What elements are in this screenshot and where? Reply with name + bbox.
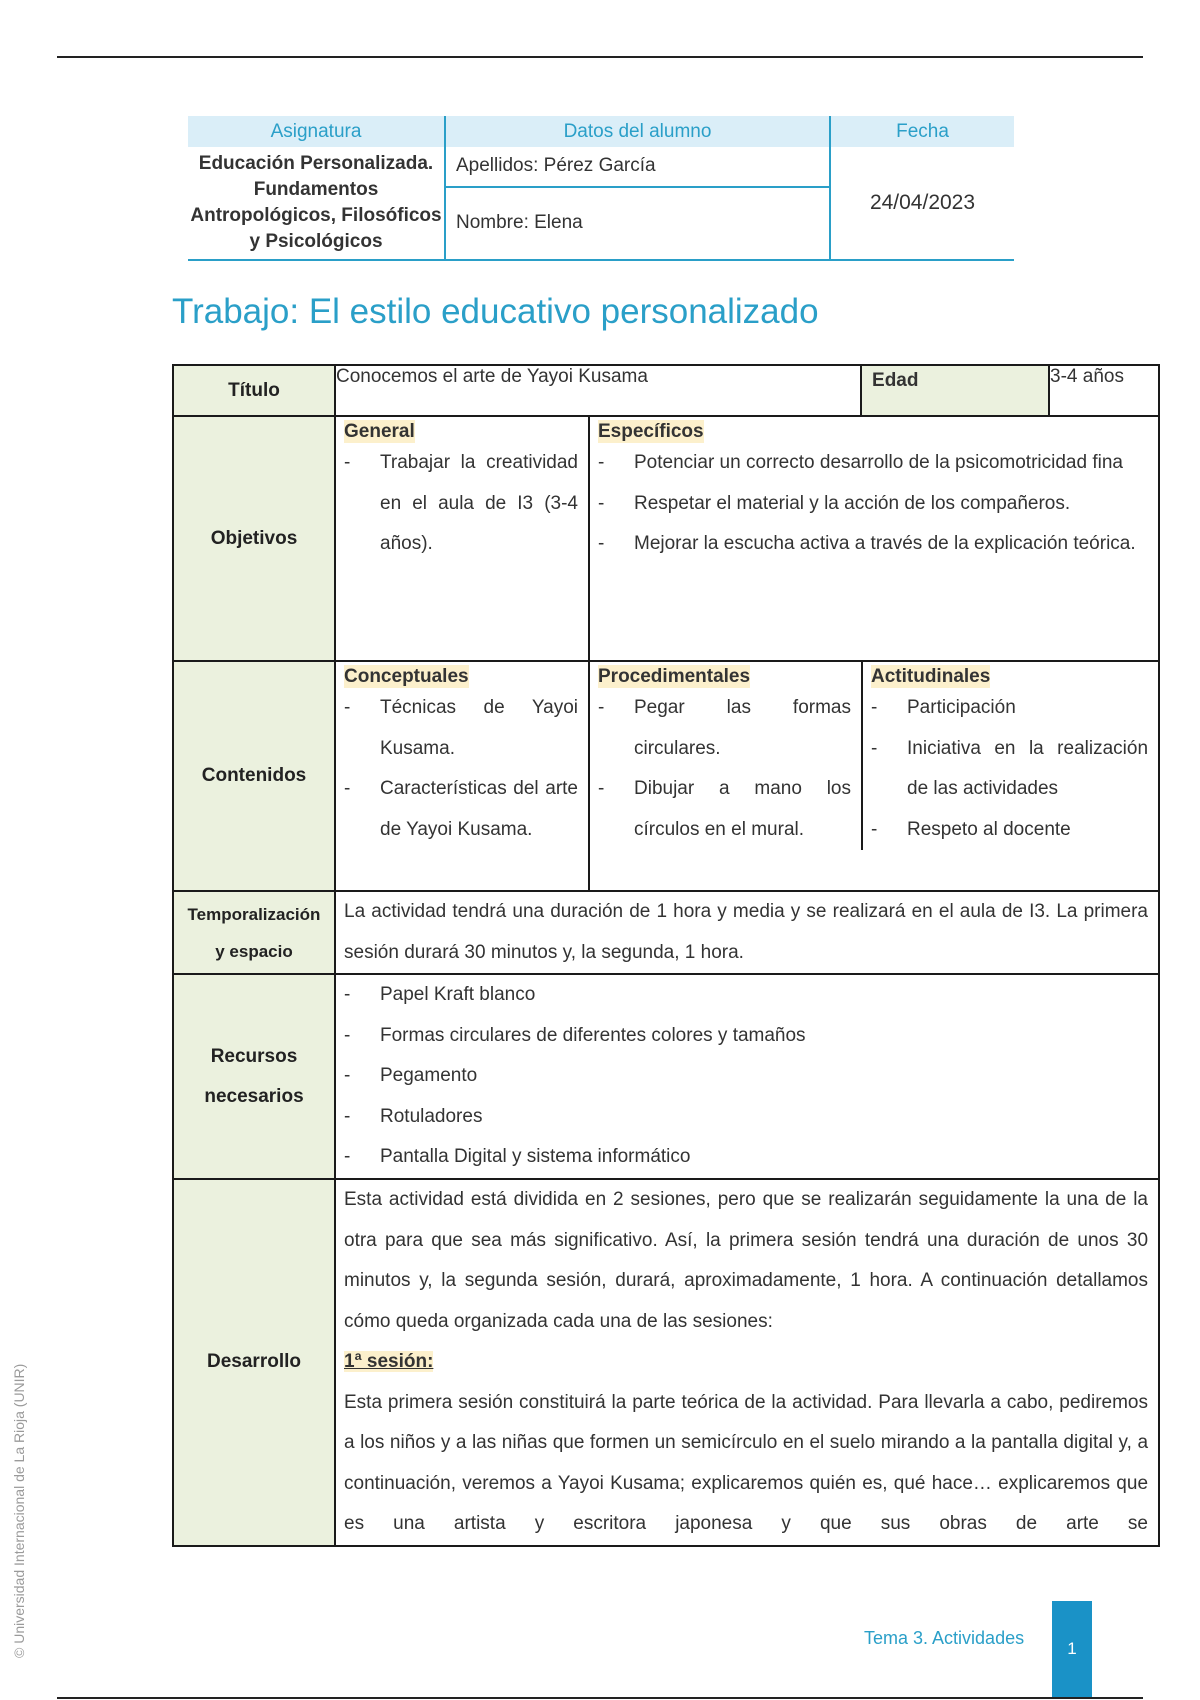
student-info-table bbox=[188, 116, 1014, 261]
procedimentales-cell bbox=[590, 662, 862, 850]
student-name: Nombre: Elena bbox=[445, 187, 830, 260]
temporalizacion-label-line1: Temporalización bbox=[187, 904, 321, 924]
actitudinales-heading: Actitudinales bbox=[871, 666, 991, 687]
actitudinales-list bbox=[871, 688, 1148, 850]
list-item: - Trabajar la creatividad en el aula de I3 (3-4 años). bbox=[344, 443, 578, 565]
list-item: - Iniciativa en la realización de las actividades bbox=[871, 729, 1148, 810]
list-item: - Pantalla Digital y sistema informático bbox=[344, 1137, 1148, 1178]
objetivos-label: Objetivos bbox=[173, 416, 335, 661]
page-title: Trabajo: El estilo educativo personalizado bbox=[172, 292, 819, 331]
bottom-rule bbox=[57, 1697, 1143, 1699]
list-item: - Rotuladores bbox=[344, 1097, 1148, 1138]
subject-column-header: Asignatura bbox=[188, 116, 445, 147]
copyright-side-text: © Universidad Internacional de La Rioja (UNIR) bbox=[11, 1363, 27, 1658]
list-item: - Papel Kraft blanco bbox=[344, 975, 1148, 1016]
desarrollo-label: Desarrollo bbox=[173, 1179, 335, 1546]
conceptuales-heading: Conceptuales bbox=[344, 666, 469, 687]
list-item: - Potenciar un correcto desarrollo de la psicomotricidad fina bbox=[598, 443, 1148, 484]
general-heading: General bbox=[344, 421, 415, 442]
list-item: - Pegar las formas circulares. bbox=[598, 688, 851, 769]
recursos-cell bbox=[335, 974, 1159, 1179]
recursos-label bbox=[173, 974, 335, 1179]
procedimentales-heading: Procedimentales bbox=[598, 666, 751, 687]
titulo-label: Título bbox=[173, 365, 335, 416]
student-column-header: Datos del alumno bbox=[445, 116, 830, 147]
footer-topic: Tema 3. Actividades bbox=[864, 1628, 1025, 1648]
list-item: - Características del arte de Yayoi Kusama. bbox=[344, 769, 578, 850]
list-item: - Pegamento bbox=[344, 1056, 1148, 1097]
list-item: - Técnicas de Yayoi Kusama. bbox=[344, 688, 578, 769]
recursos-label-line2: necesarios bbox=[204, 1085, 304, 1107]
list-item: - Formas circulares de diferentes colores y tamaños bbox=[344, 1016, 1148, 1057]
contenidos-split-cell bbox=[589, 661, 1159, 891]
desarrollo-intro: Esta actividad está dividida en 2 sesiones, pero que se realizarán seguidamente la una de la otra para que sea más significativo. Así, la primera sesión tendrá una duración de unos 30 minutos y, la segunda sesión, durará, aproximadamente, 1 hora. A continuación detallamos cómo queda organizada cada una de las sesiones: bbox=[344, 1189, 1149, 1332]
subject-name: Educación Personalizada. Fundamentos Antropológicos, Filosóficos y Psicológicos bbox=[188, 147, 445, 260]
desarrollo-cell bbox=[335, 1179, 1159, 1546]
list-item: - Mejorar la escucha activa a través de la explicación teórica. bbox=[598, 524, 1148, 565]
especificos-heading: Específicos bbox=[598, 421, 704, 442]
edad-label: Edad bbox=[861, 365, 1049, 416]
general-list bbox=[344, 443, 578, 565]
objetivos-especificos-cell bbox=[589, 416, 1159, 661]
edad-value: 3-4 años bbox=[1049, 365, 1159, 416]
list-item: - Respetar el material y la acción de los compañeros. bbox=[598, 484, 1148, 525]
objetivos-general-cell bbox=[335, 416, 589, 661]
recursos-label-line1: Recursos bbox=[210, 1045, 298, 1067]
procedimentales-list bbox=[598, 688, 851, 850]
list-item: - Participación bbox=[871, 688, 1148, 729]
especificos-list bbox=[598, 443, 1148, 565]
temporalizacion-cell bbox=[335, 891, 1159, 974]
submission-date: 24/04/2023 bbox=[830, 147, 1014, 260]
actitudinales-cell bbox=[862, 662, 1158, 850]
recursos-list bbox=[344, 975, 1148, 1178]
date-column-header: Fecha bbox=[830, 116, 1014, 147]
temporalizacion-text: La actividad tendrá una duración de 1 hora y media y se realizará en el aula de I3. La primera sesión durará 30 minutos y, la segunda, 1 hora. bbox=[344, 901, 1149, 963]
contenidos-inner-table bbox=[590, 662, 1158, 850]
titulo-value: Conocemos el arte de Yayoi Kusama bbox=[335, 365, 861, 416]
top-rule bbox=[57, 56, 1143, 58]
activity-table bbox=[172, 364, 1160, 1547]
temporalizacion-label bbox=[173, 891, 335, 974]
list-item: - Dibujar a mano los círculos en el mural. bbox=[598, 769, 851, 850]
student-surname: Apellidos: Pérez García bbox=[445, 147, 830, 187]
contenidos-label: Contenidos bbox=[173, 661, 335, 891]
session-1-text: Esta primera sesión constituirá la parte teórica de la actividad. Para llevarla a cabo, pediremos a los niños y a las niñas que formen un semicírculo en el suelo mirando a la pantalla digital y, a continuación, veremos a Yayoi Kusama; explicaremos quién es, qué hace… explicaremos que es una artista y escritora japonesa y que sus obras de arte se bbox=[344, 1391, 1149, 1534]
conceptuales-list bbox=[344, 688, 578, 850]
conceptuales-cell bbox=[335, 661, 589, 891]
temporalizacion-label-line2: y espacio bbox=[215, 941, 293, 961]
list-item: - Respeto al docente bbox=[871, 810, 1148, 851]
session-1-heading: 1ª sesión: bbox=[344, 1351, 434, 1372]
page-number: 1 bbox=[1052, 1601, 1092, 1697]
